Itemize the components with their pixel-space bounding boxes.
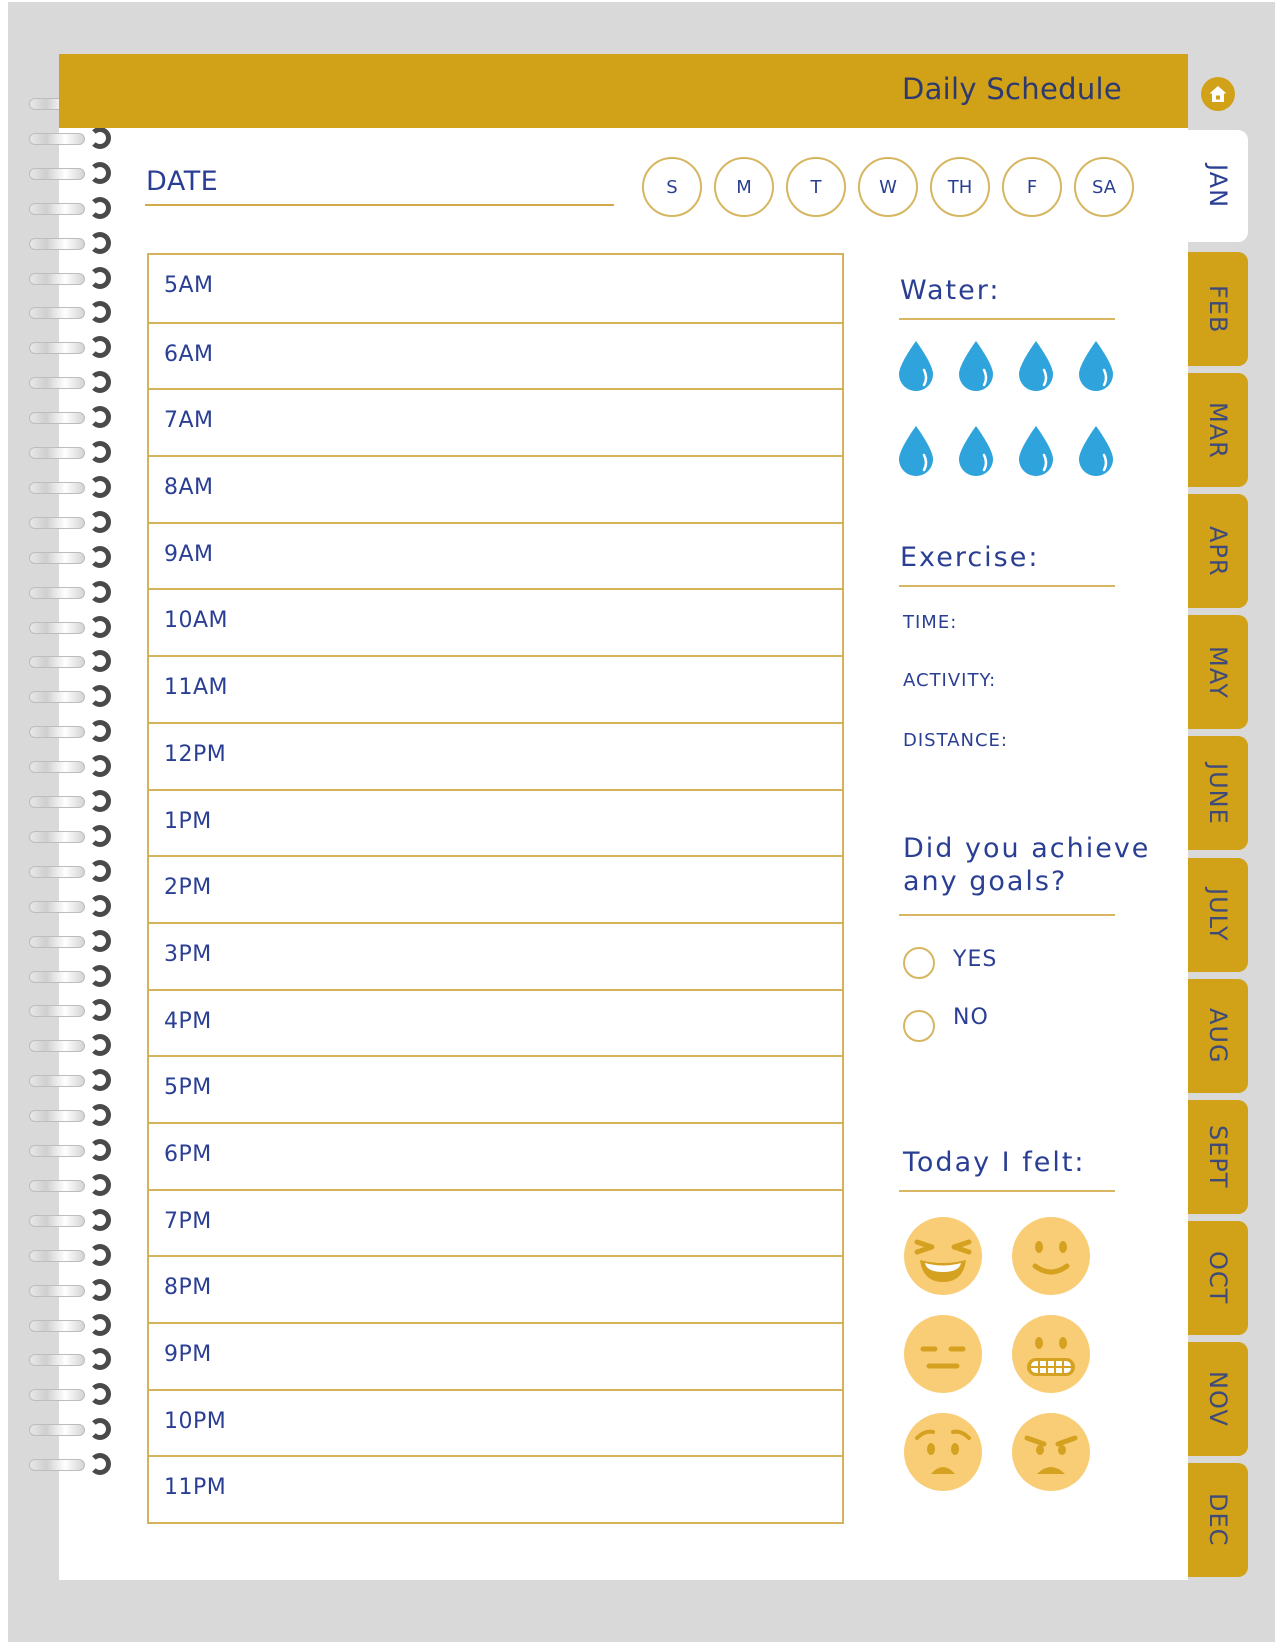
mood-title: Today I felt: — [903, 1147, 1086, 1178]
water-drop-icon[interactable] — [1017, 340, 1055, 396]
hour-label: 3PM — [164, 941, 212, 967]
spiral-ring — [29, 793, 87, 809]
hour-label: 7AM — [164, 408, 214, 434]
ring-bar — [29, 482, 85, 494]
spiral-ring — [29, 758, 87, 774]
page-header — [59, 54, 1188, 128]
hour-label: 8PM — [164, 1275, 212, 1301]
tab-sept[interactable] — [1188, 1100, 1248, 1214]
ring-bar — [29, 1459, 85, 1471]
ring-bar — [29, 377, 85, 389]
goal-option-yes[interactable] — [903, 947, 997, 979]
spiral-ring — [29, 1142, 87, 1158]
tab-oct[interactable] — [1188, 1221, 1248, 1335]
spiral-ring — [29, 653, 87, 669]
home-button[interactable] — [1201, 77, 1235, 111]
ring-loop — [89, 965, 111, 987]
date-label: DATE — [146, 166, 219, 197]
ring-loop — [89, 1314, 111, 1336]
schedule-row[interactable] — [149, 1122, 842, 1189]
no-label: NO — [953, 1005, 989, 1030]
spiral-ring — [29, 549, 87, 565]
day-tuesday[interactable]: T — [786, 157, 846, 217]
tab-label: NOV — [1204, 1370, 1232, 1427]
spiral-ring — [29, 688, 87, 704]
water-drop-icon[interactable] — [1077, 425, 1115, 481]
spiral-ring — [29, 933, 87, 949]
hour-label: 2PM — [164, 875, 212, 901]
hour-label: 12PM — [164, 741, 227, 767]
spiral-ring — [29, 1317, 87, 1333]
exercise-distance-label: DISTANCE: — [903, 730, 1008, 751]
schedule-row[interactable] — [149, 255, 842, 322]
ring-loop — [89, 162, 111, 184]
tab-mar[interactable] — [1188, 373, 1248, 487]
smiling-face-icon[interactable] — [1011, 1216, 1091, 1296]
ring-loop — [89, 860, 111, 882]
schedule-row[interactable] — [149, 655, 842, 722]
neutral-face-icon[interactable] — [903, 1314, 983, 1394]
hour-label: 9PM — [164, 1342, 212, 1367]
ring-bar — [29, 203, 85, 215]
schedule-row[interactable] — [149, 855, 842, 922]
ring-bar — [29, 866, 85, 878]
ring-loop — [89, 476, 111, 498]
ring-loop — [89, 197, 111, 219]
ring-loop — [89, 930, 111, 952]
ring-bar — [29, 1250, 85, 1262]
ring-loop — [89, 511, 111, 533]
ring-loop — [89, 790, 111, 812]
ring-loop — [89, 406, 111, 428]
date-input-line[interactable] — [145, 204, 614, 206]
hour-label: 7PM — [164, 1208, 212, 1234]
schedule-row[interactable] — [149, 1055, 842, 1122]
ring-bar — [29, 412, 85, 424]
ring-loop — [89, 127, 111, 149]
hourly-schedule — [147, 253, 844, 1524]
ring-bar — [29, 761, 85, 773]
hour-label: 11PM — [164, 1475, 227, 1501]
ring-loop — [89, 1174, 111, 1196]
hour-label: 4PM — [164, 1008, 212, 1034]
day-sunday[interactable]: S — [642, 157, 702, 217]
angry-face-icon[interactable] — [1011, 1412, 1091, 1492]
spiral-ring — [29, 514, 87, 530]
exercise-time-label: TIME: — [903, 612, 958, 633]
ring-bar — [29, 726, 85, 738]
ring-bar — [29, 1320, 85, 1332]
ring-bar — [29, 168, 85, 180]
weekday-selector — [642, 157, 1134, 217]
exercise-divider — [899, 585, 1115, 587]
no-radio[interactable] — [903, 1010, 935, 1042]
day-saturday[interactable]: SA — [1074, 157, 1134, 217]
ring-bar — [29, 1424, 85, 1436]
hour-label: 8AM — [164, 475, 214, 501]
spiral-ring — [29, 270, 87, 286]
ring-bar — [29, 1389, 85, 1401]
hour-label: 1PM — [164, 808, 212, 834]
water-drop-icon[interactable] — [897, 340, 935, 396]
schedule-row[interactable] — [149, 1322, 842, 1389]
spiral-ring — [29, 235, 87, 251]
water-title: Water: — [900, 275, 1001, 306]
tab-jan[interactable] — [1188, 130, 1248, 242]
spiral-ring — [29, 1386, 87, 1402]
spiral-ring — [29, 1247, 87, 1263]
ring-bar — [29, 1040, 85, 1052]
ring-loop — [89, 1244, 111, 1266]
spiral-ring — [29, 130, 87, 146]
tab-label: MAY — [1204, 645, 1232, 699]
ring-bar — [29, 691, 85, 703]
tab-aug[interactable] — [1188, 979, 1248, 1093]
grimacing-face-icon[interactable] — [1011, 1314, 1091, 1394]
ring-bar — [29, 342, 85, 354]
spiral-ring — [29, 1107, 87, 1123]
schedule-row[interactable] — [149, 322, 842, 389]
tab-may[interactable] — [1188, 615, 1248, 729]
schedule-row[interactable] — [149, 522, 842, 589]
spiral-ring — [29, 619, 87, 635]
schedule-row[interactable] — [149, 789, 842, 856]
ring-loop — [89, 616, 111, 638]
spiral-ring — [29, 1072, 87, 1088]
tab-nov[interactable] — [1188, 1342, 1248, 1456]
spiral-ring — [29, 1177, 87, 1193]
spiral-ring — [29, 165, 87, 181]
goal-option-no[interactable] — [903, 1005, 989, 1042]
ring-bar — [29, 273, 85, 285]
ring-bar — [29, 901, 85, 913]
tab-feb[interactable] — [1188, 252, 1248, 366]
tab-label: APR — [1204, 525, 1232, 577]
schedule-row[interactable] — [149, 455, 842, 522]
ring-bar — [29, 517, 85, 529]
ring-bar — [29, 238, 85, 250]
hour-label: 10AM — [164, 608, 229, 634]
tab-label: MAR — [1204, 401, 1232, 459]
spiral-ring — [29, 374, 87, 390]
ring-bar — [29, 1215, 85, 1227]
ring-bar — [29, 447, 85, 459]
spiral-ring — [29, 1421, 87, 1437]
spiral-ring — [29, 1212, 87, 1228]
ring-loop — [89, 232, 111, 254]
day-wednesday[interactable]: W — [858, 157, 918, 217]
worried-face-icon[interactable] — [903, 1412, 983, 1492]
tab-label: FEB — [1204, 284, 1232, 334]
ring-loop — [89, 441, 111, 463]
water-drop-icon[interactable] — [1077, 340, 1115, 396]
ring-bar — [29, 1180, 85, 1192]
schedule-row[interactable] — [149, 989, 842, 1056]
ring-bar — [29, 133, 85, 145]
hour-label: 6PM — [164, 1141, 212, 1167]
ring-bar — [29, 1110, 85, 1122]
ring-loop — [89, 1453, 111, 1475]
ring-loop — [89, 895, 111, 917]
spiral-ring — [29, 1037, 87, 1053]
spiral-ring — [29, 304, 87, 320]
yes-radio[interactable] — [903, 947, 935, 979]
ring-bar — [29, 936, 85, 948]
spiral-ring — [29, 444, 87, 460]
ring-loop — [89, 1104, 111, 1126]
day-monday[interactable]: M — [714, 157, 774, 217]
ring-loop — [89, 825, 111, 847]
hour-label: 6AM — [164, 341, 214, 367]
ring-bar — [29, 656, 85, 668]
spiral-ring — [29, 723, 87, 739]
hour-label: 10PM — [164, 1408, 227, 1434]
tab-june[interactable] — [1188, 736, 1248, 850]
ring-bar — [29, 831, 85, 843]
ring-bar — [29, 1075, 85, 1087]
ring-loop — [89, 1139, 111, 1161]
spiral-ring — [29, 828, 87, 844]
spiral-ring — [29, 898, 87, 914]
ring-bar — [29, 971, 85, 983]
schedule-row[interactable] — [149, 1255, 842, 1322]
exercise-title: Exercise: — [900, 542, 1040, 573]
hour-label: 9AM — [164, 541, 214, 567]
hour-label: 11AM — [164, 675, 229, 701]
hour-label: 5PM — [164, 1075, 212, 1101]
ring-loop — [89, 755, 111, 777]
water-drop-icon[interactable] — [897, 425, 935, 481]
spiral-ring — [29, 479, 87, 495]
schedule-row[interactable] — [149, 1389, 842, 1456]
tab-label: SEPT — [1204, 1124, 1232, 1189]
schedule-row[interactable] — [149, 1455, 842, 1522]
yes-label: YES — [953, 947, 998, 972]
tab-label: AUG — [1204, 1007, 1232, 1064]
spiral-ring — [29, 200, 87, 216]
tab-label: OCT — [1204, 1251, 1232, 1305]
tab-label: JAN — [1204, 163, 1232, 209]
ring-bar — [29, 1354, 85, 1366]
ring-loop — [89, 267, 111, 289]
water-drop-icon[interactable] — [957, 340, 995, 396]
page-title: Daily Schedule — [901, 72, 1122, 106]
spiral-ring — [29, 968, 87, 984]
ring-loop — [89, 581, 111, 603]
goals-title — [903, 832, 1150, 898]
ring-bar — [29, 587, 85, 599]
tab-label: DEC — [1204, 1493, 1232, 1547]
exercise-activity-label: ACTIVITY: — [903, 670, 997, 691]
day-friday[interactable]: F — [1002, 157, 1062, 217]
schedule-row[interactable] — [149, 388, 842, 455]
home-icon — [1208, 84, 1228, 104]
tab-label: JUNE — [1204, 762, 1232, 825]
ring-loop — [89, 546, 111, 568]
spiral-ring — [29, 1456, 87, 1472]
goals-title-line1: Did you achieve — [903, 833, 1151, 864]
ring-loop — [89, 1209, 111, 1231]
goals-divider — [899, 914, 1115, 916]
schedule-row[interactable] — [149, 922, 842, 989]
laughing-face-icon[interactable] — [903, 1216, 983, 1296]
tab-july[interactable] — [1188, 858, 1248, 972]
spiral-ring — [29, 584, 87, 600]
spiral-ring — [29, 339, 87, 355]
water-drop-icon[interactable] — [1017, 425, 1055, 481]
water-drop-icon[interactable] — [957, 425, 995, 481]
ring-bar — [29, 1005, 85, 1017]
spiral-ring — [29, 1351, 87, 1367]
ring-bar — [29, 1285, 85, 1297]
ring-loop — [89, 1279, 111, 1301]
ring-bar — [29, 796, 85, 808]
water-tracker — [897, 340, 1115, 481]
goals-title-line2: any goals? — [903, 866, 1068, 897]
spiral-ring — [29, 1282, 87, 1298]
schedule-row[interactable] — [149, 1189, 842, 1256]
tab-dec[interactable] — [1188, 1463, 1248, 1577]
schedule-row[interactable] — [149, 722, 842, 789]
hour-label: 5AM — [164, 273, 214, 298]
spiral-ring — [29, 863, 87, 879]
ring-bar — [29, 1145, 85, 1157]
water-divider — [899, 318, 1115, 320]
ring-bar — [29, 307, 85, 319]
tab-label: JULY — [1204, 887, 1232, 942]
mood-selector — [903, 1216, 1091, 1492]
ring-bar — [29, 552, 85, 564]
spiral-ring — [29, 409, 87, 425]
spiral-ring — [29, 1002, 87, 1018]
ring-bar — [29, 622, 85, 634]
mood-divider — [899, 1190, 1115, 1192]
tab-apr[interactable] — [1188, 494, 1248, 608]
day-thursday[interactable]: TH — [930, 157, 990, 217]
schedule-row[interactable] — [149, 588, 842, 655]
